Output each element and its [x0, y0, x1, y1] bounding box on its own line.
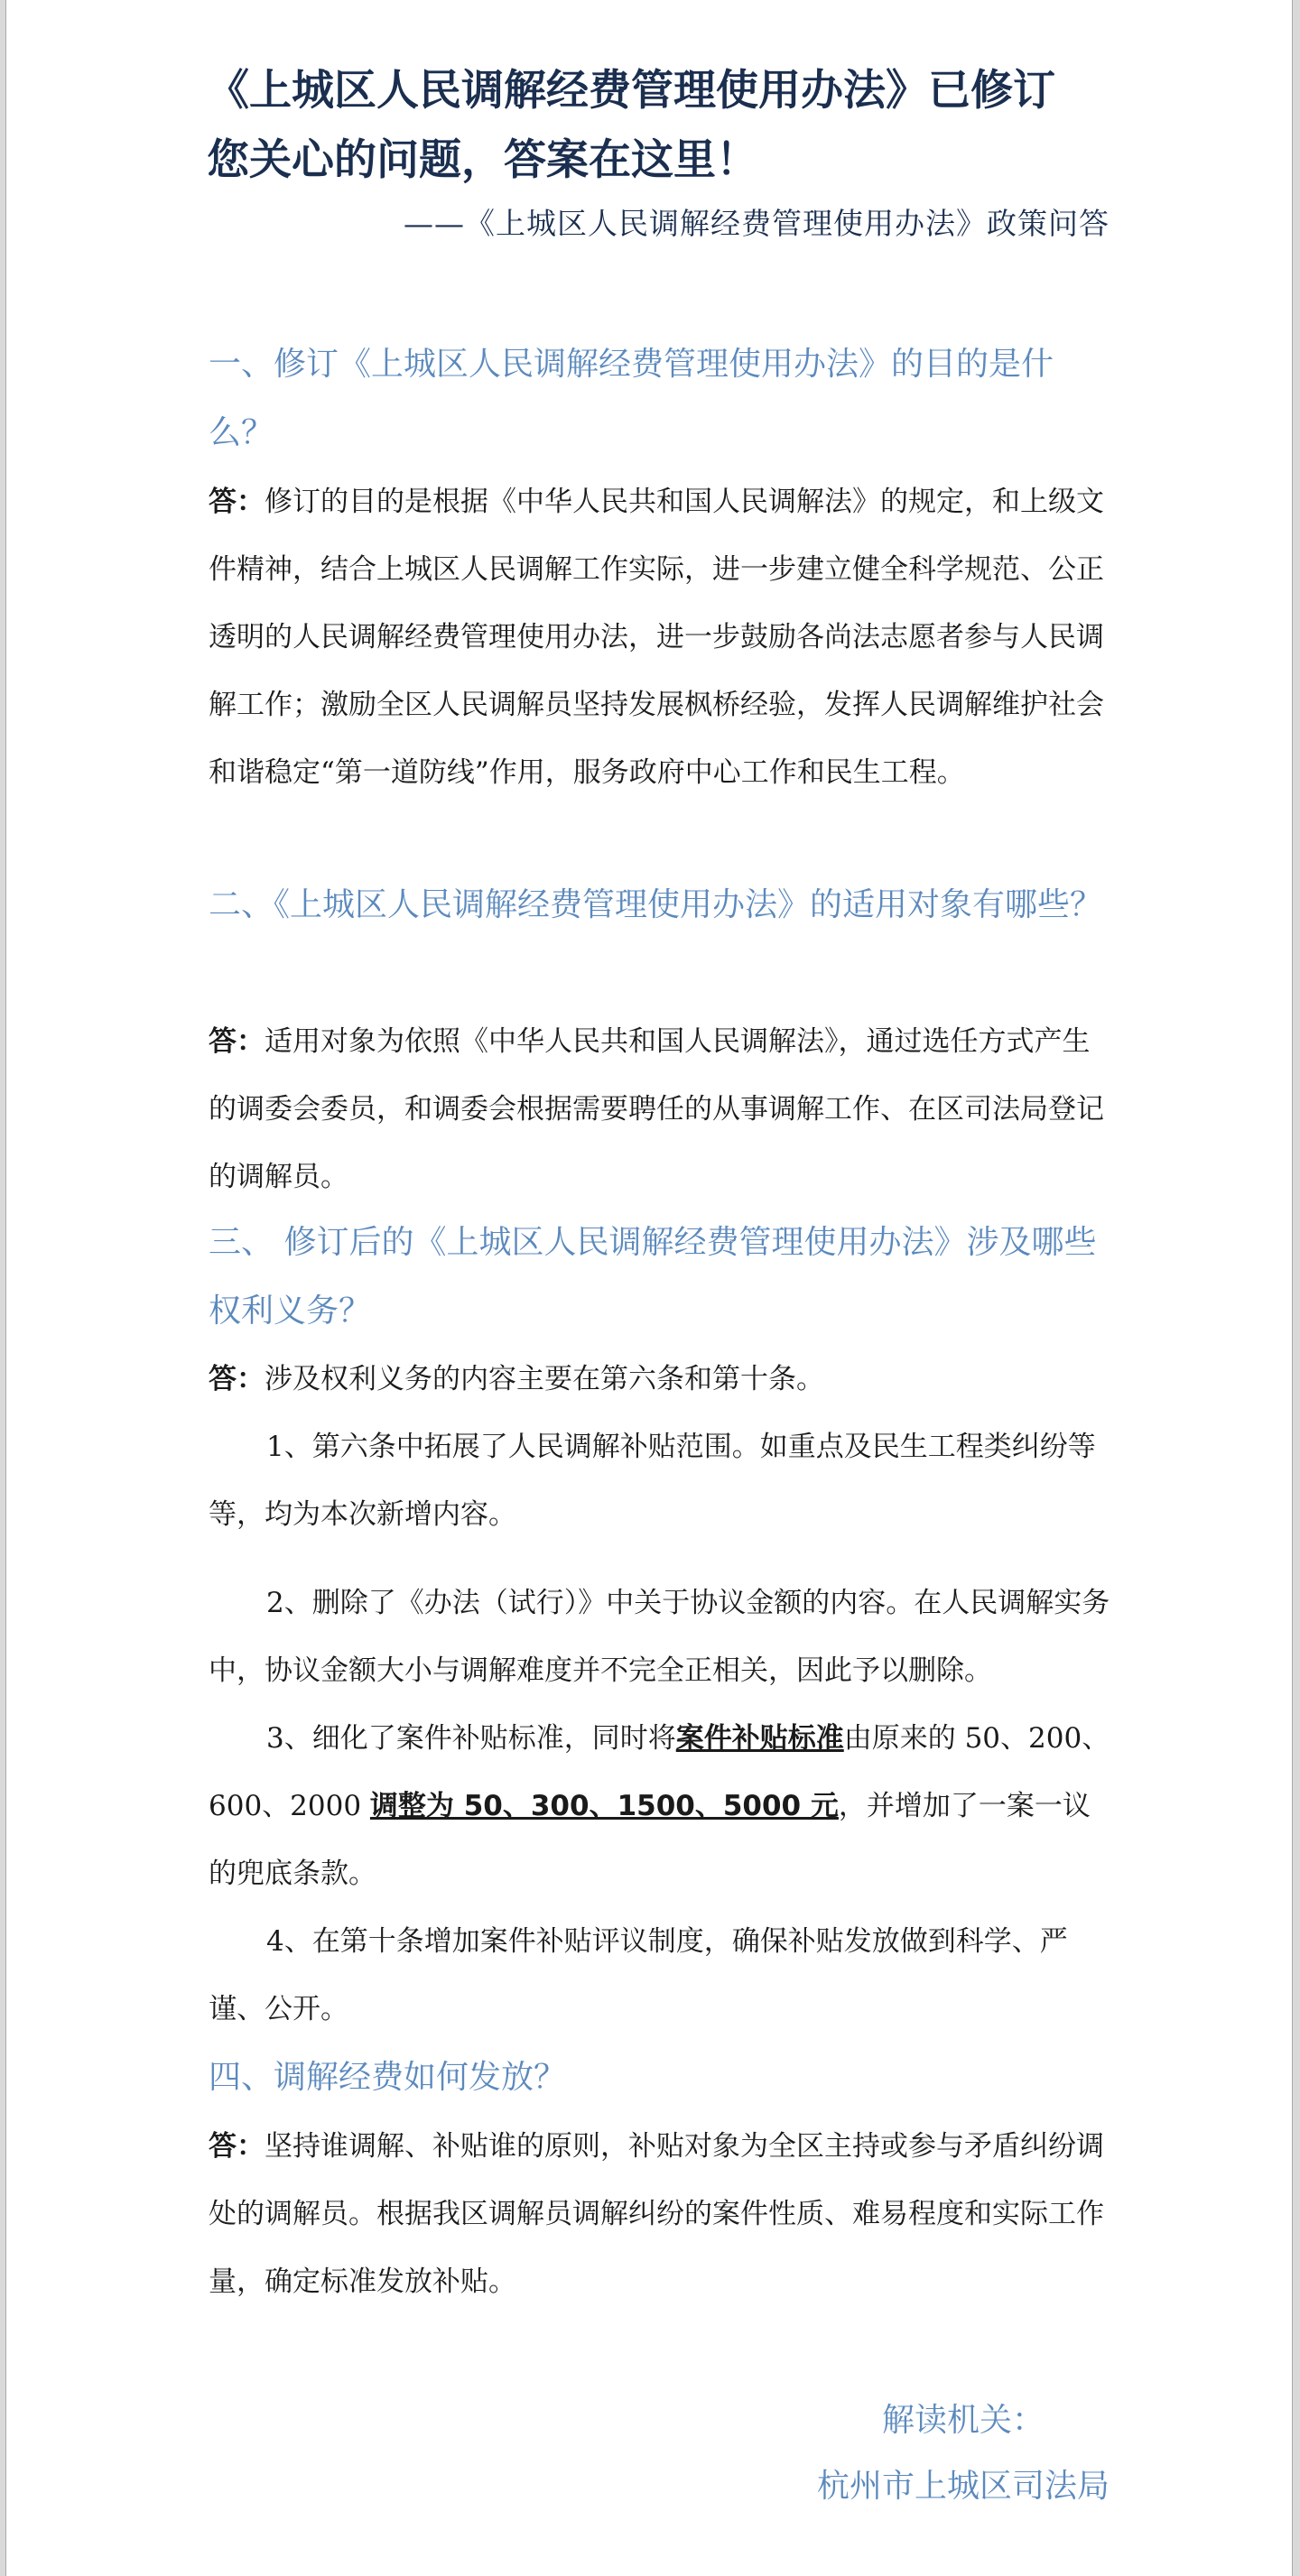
page-title-line2: 您关心的问题，答案在这里！ — [207, 135, 758, 185]
page-title-line1: 《上城区人民调解经费管理使用办法》已修订 — [207, 66, 1055, 116]
page-subtitle: ——《上城区人民调解经费管理使用办法》政策问答 — [404, 206, 1110, 241]
answer-2-text: 适用对象为依照《中华人民共和国人民调解法》，通过选任方式产生的调委会委员，和调委会根据需要聘任的从事调解工作、在区司法局登记的调解员。 — [209, 1025, 1104, 1193]
answer-3-text: 涉及权利义务的内容主要在第六条和第十条。 — [265, 1363, 824, 1395]
answer-lead: 答： — [209, 486, 265, 518]
answer-lead: 答： — [209, 2130, 265, 2163]
answer-lead: 答： — [209, 1025, 265, 1058]
item-3-part-e: ，并增加了一案一议的兜底条款。 — [209, 1790, 1091, 1890]
item-3-part-a: 3、细化了案件补贴标准，同时将 — [266, 1722, 676, 1755]
answer-1 — [209, 468, 1111, 807]
question-1: 一、修订《上城区人民调解经费管理使用办法》的目的是什么？ — [209, 346, 1054, 451]
signature-org: 杭州市上城区司法局 — [816, 2468, 1110, 2505]
item-3-highlight-2: 调整为 50、300、1500、5000 元 — [369, 1790, 839, 1822]
answer-4 — [209, 2113, 1111, 2316]
answer-3-item-4: 4、在第十条增加案件补贴评议制度，确保补贴发放做到科学、严谨、公开。 — [209, 1925, 1068, 2025]
item-3-highlight-1: 案件补贴标准 — [675, 1722, 844, 1755]
document-page — [5, 0, 1293, 2576]
answer-3-item-3 — [209, 1705, 1111, 1908]
answer-2 — [209, 1008, 1111, 1211]
answer-lead: 答： — [209, 1363, 265, 1395]
answer-1-text: 修订的目的是根据《中华人民共和国人民调解法》的规定，和上级文件精神，结合上城区人民调解工作实际，进一步建立健全科学规范、公正透明的人民调解经费管理使用办法，进一步鼓励各尚法志愿者参与人民调解工作；激励全区人民调解员坚持发展枫桥经验，发挥人民调解维护社会和谐稳定“第一道防线”作用，服务政府中心工作和民生工程。 — [209, 486, 1104, 789]
answer-3-item-1: 1、第六条中拓展了人民调解补贴范围。如重点及民生工程类纠纷等等，均为本次新增内容。 — [209, 1431, 1096, 1531]
answer-3 — [209, 1346, 1111, 1413]
question-4: 四、调解经费如何发放？ — [209, 2059, 567, 2096]
answer-4-text: 坚持谁调解、补贴谁的原则，补贴对象为全区主持或参与矛盾纠纷调处的调解员。根据我区调解员调解纠纷的案件性质、难易程度和实际工作量，确定标准发放补贴。 — [209, 2130, 1104, 2298]
question-2: 二、《上城区人民调解经费管理使用办法》的适用对象有哪些？ — [209, 886, 1103, 923]
signature-label: 解读机关： — [882, 2402, 1045, 2439]
question-3: 三、 修订后的《上城区人民调解经费管理使用办法》涉及哪些权利义务？ — [209, 1224, 1097, 1330]
item-3-part-c: 由原来的 50、200、600、2000 — [209, 1722, 1110, 1822]
answer-3-item-2: 2、删除了《办法（试行）》中关于协议金额的内容。在人民调解实务中，协议金额大小与调解难度并不完全正相关，因此予以删除。 — [209, 1587, 1110, 1687]
